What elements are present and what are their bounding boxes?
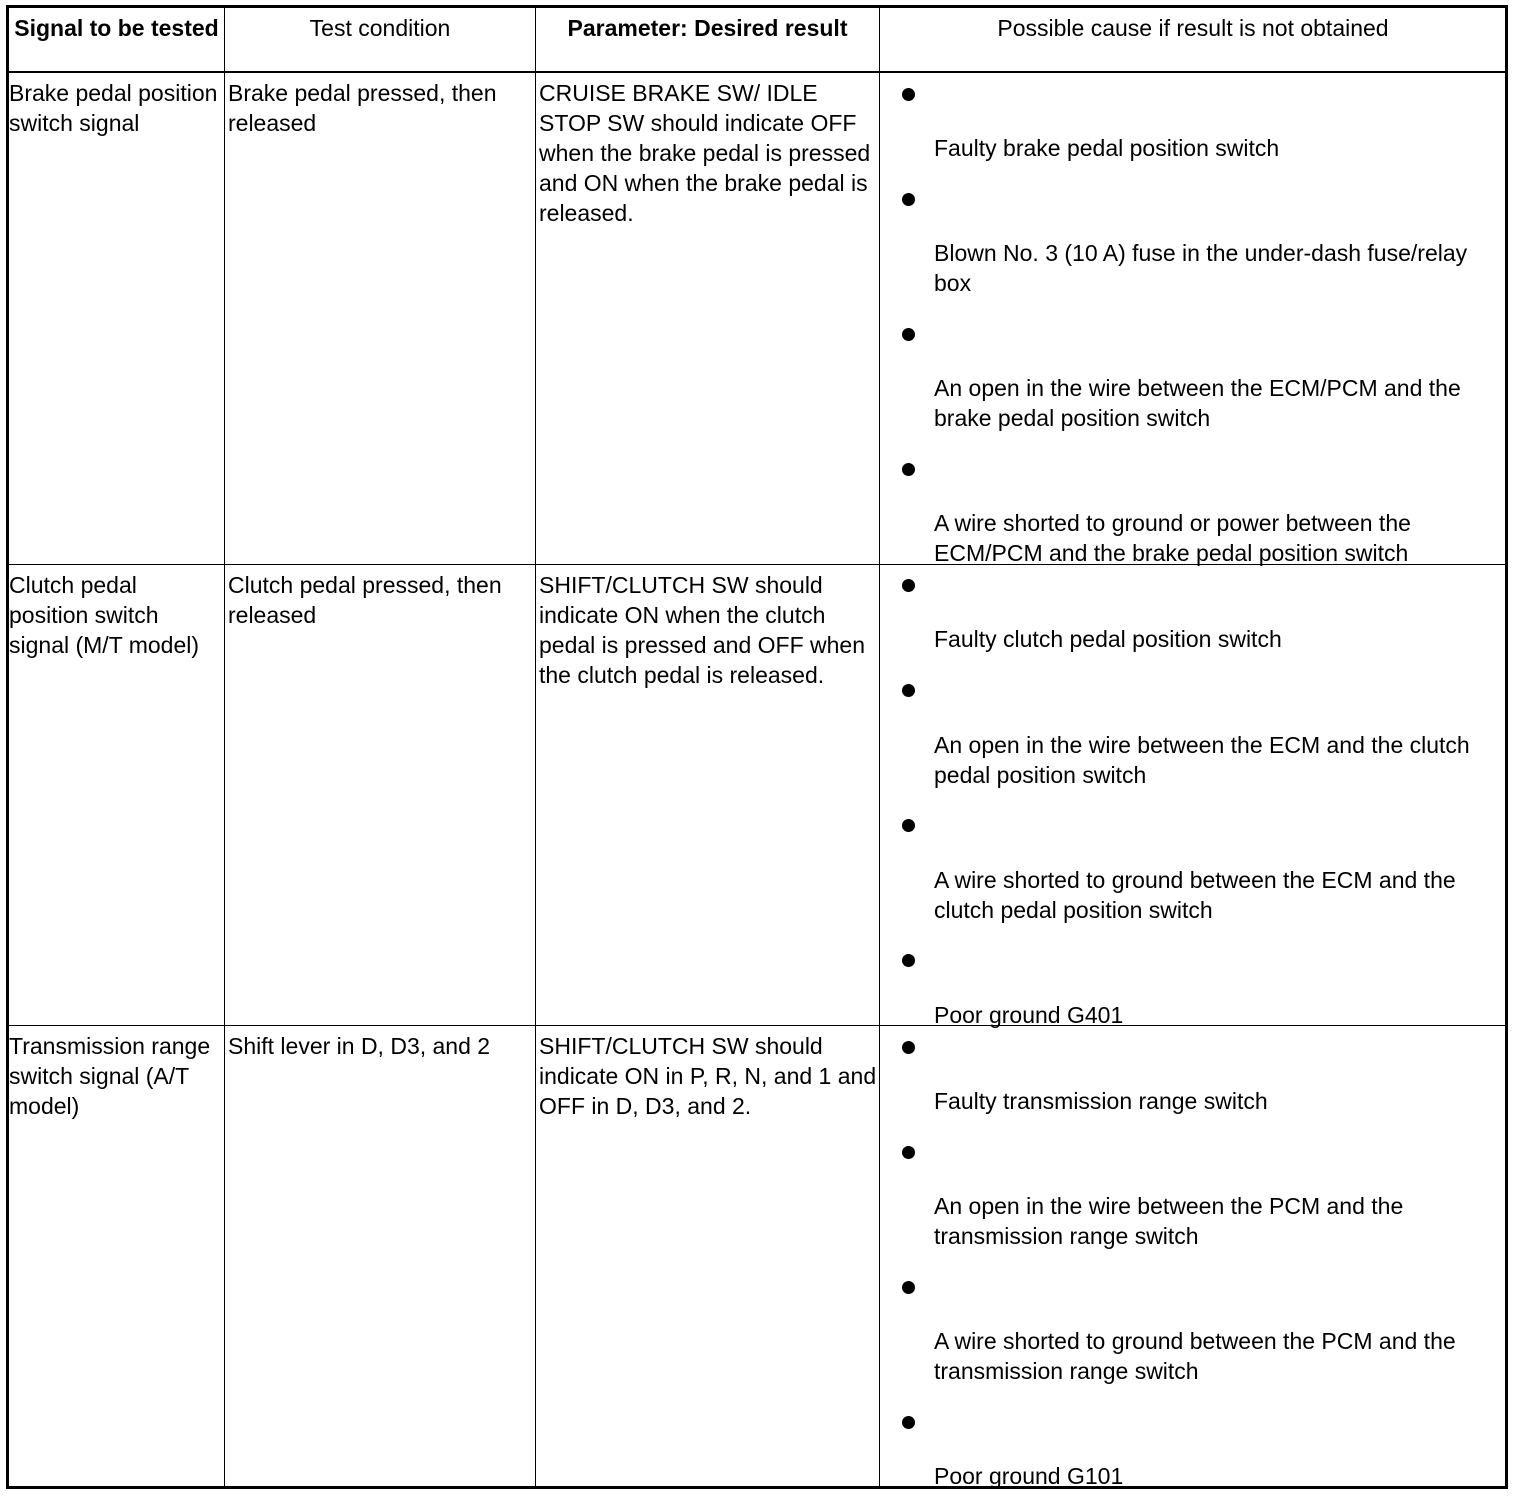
row3-result: SHIFT/CLUTCH SW should indicate ON in P, R, N, and 1 and OFF in D, D3, and 2. bbox=[539, 1033, 877, 1119]
row1-result: CRUISE BRAKE SW/ IDLE STOP SW should indicate OFF when the brake pedal is pressed and ON when the brake pedal is released. bbox=[539, 80, 871, 226]
bullet-icon bbox=[902, 88, 915, 101]
col-divider-1 bbox=[224, 8, 225, 1486]
row1-cause-1: Faulty brake pedal position switch bbox=[934, 135, 1280, 161]
bullet-icon bbox=[902, 819, 915, 832]
bullet-icon bbox=[902, 579, 915, 592]
bullet-icon bbox=[902, 684, 915, 697]
header-parameter: Parameter: Desired result bbox=[567, 15, 848, 41]
row3-condition: Shift lever in D, D3, and 2 bbox=[228, 1033, 491, 1059]
row2-cause-4: Poor ground G401 bbox=[934, 1002, 1124, 1028]
row3-cause-2: An open in the wire between the PCM and the transmission range switch bbox=[934, 1193, 1404, 1249]
diagnostic-table bbox=[6, 5, 1508, 1489]
row1-cause-4: A wire shorted to ground or power between the ECM/PCM and the brake pedal position switch bbox=[934, 510, 1411, 566]
row1-signal: Brake pedal position switch signal bbox=[9, 80, 218, 136]
col-divider-2 bbox=[535, 8, 536, 1486]
row3-signal: Transmission range switch signal (A/T model) bbox=[9, 1033, 211, 1119]
row1-cause-3: An open in the wire between the ECM/PCM and the brake pedal position switch bbox=[934, 375, 1461, 431]
bullet-icon bbox=[902, 193, 915, 206]
bullet-icon bbox=[902, 328, 915, 341]
bullet-icon bbox=[902, 463, 915, 476]
row2-result: SHIFT/CLUTCH SW should indicate ON when the clutch pedal is pressed and OFF when the clutch pedal is released. bbox=[539, 572, 866, 688]
bullet-icon bbox=[902, 1041, 915, 1054]
header-signal: Signal to be tested bbox=[14, 15, 219, 41]
header-possible-cause: Possible cause if result is not obtained bbox=[997, 15, 1389, 41]
row3-cause-3: A wire shorted to ground between the PCM and the transmission range switch bbox=[934, 1328, 1456, 1384]
bullet-icon bbox=[902, 954, 915, 967]
header-divider bbox=[9, 71, 1505, 73]
col-divider-3 bbox=[879, 8, 880, 1486]
row1-cause-2: Blown No. 3 (10 A) fuse in the under-dash fuse/relay box bbox=[934, 240, 1468, 296]
row2-cause-3: A wire shorted to ground between the ECM and the clutch pedal position switch bbox=[934, 867, 1456, 923]
row3-cause-4: Poor ground G101 bbox=[934, 1463, 1124, 1489]
row2-cause-2: An open in the wire between the ECM and the clutch pedal position switch bbox=[934, 732, 1470, 788]
row2-cause-1: Faulty clutch pedal position switch bbox=[934, 626, 1282, 652]
bullet-icon bbox=[902, 1416, 915, 1429]
header-test-condition: Test condition bbox=[309, 15, 451, 41]
row2-signal: Clutch pedal position switch signal (M/T model) bbox=[9, 572, 200, 658]
row3-cause-1: Faulty transmission range switch bbox=[934, 1088, 1268, 1114]
bullet-icon bbox=[902, 1146, 915, 1159]
row1-condition: Brake pedal pressed, then released bbox=[228, 80, 497, 136]
bullet-icon bbox=[902, 1281, 915, 1294]
row2-condition: Clutch pedal pressed, then released bbox=[228, 572, 502, 628]
